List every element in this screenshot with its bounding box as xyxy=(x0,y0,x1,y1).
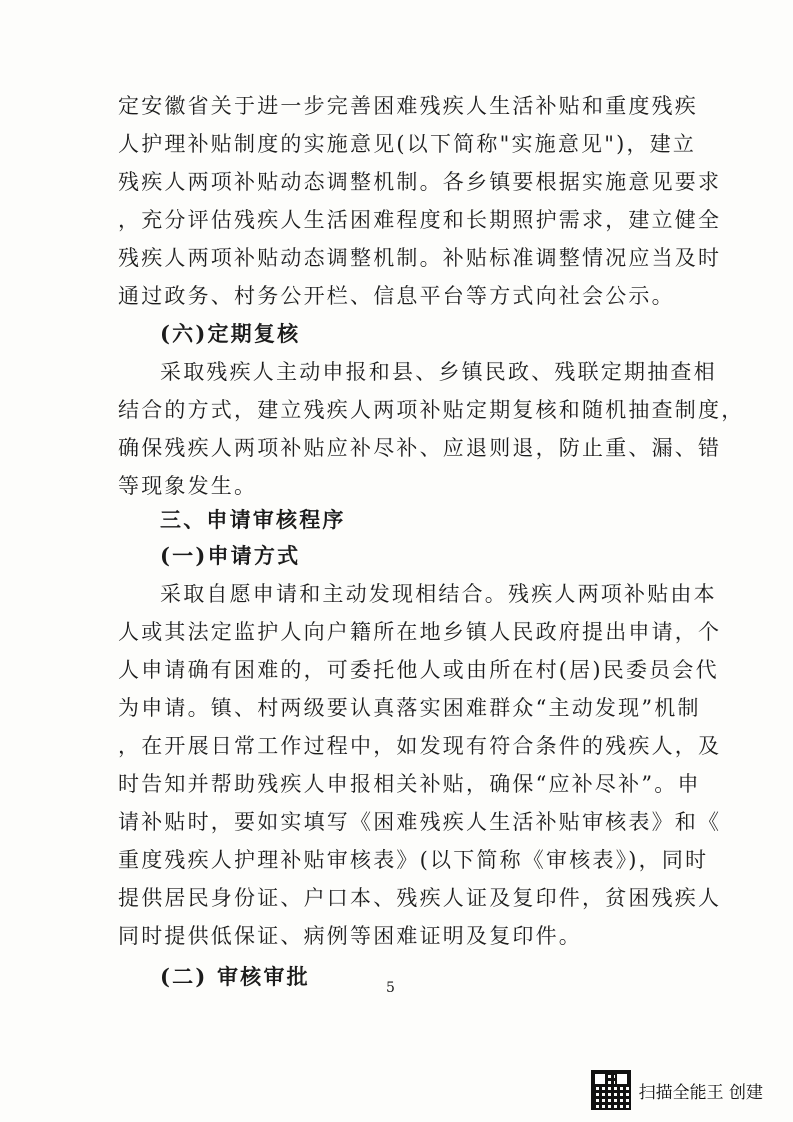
body-line: 采取残疾人主动申报和县、乡镇民政、残联定期抽查相 xyxy=(160,360,717,384)
body-line: 通过政务、村务公开栏、信息平台等方式向社会公示。 xyxy=(118,284,675,308)
body-line: 时告知并帮助残疾人申报相关补贴，确保“应补尽补”。申 xyxy=(118,772,701,796)
watermark-text: 扫描全能王 创建 xyxy=(638,1082,763,1103)
body-line: 人护理补贴制度的实施意见(以下简称"实施意见")，建立 xyxy=(118,132,697,156)
body-line: 残疾人两项补贴动态调整机制。各乡镇要根据实施意见要求 xyxy=(118,170,722,194)
section-heading: (二) 审核审批 xyxy=(160,964,310,989)
body-line: 重度残疾人护理补贴审核表》(以下简称《审核表》)，同时 xyxy=(118,848,709,872)
section-heading: (一)申请方式 xyxy=(160,543,301,568)
body-line: 人或其法定监护人向户籍所在地乡镇人民政府提出申请，个 xyxy=(118,620,722,644)
scanner-watermark xyxy=(591,1070,763,1110)
page-number: 5 xyxy=(386,980,395,996)
body-line: 定安徽省关于进一步完善困难残疾人生活补贴和重度残疾 xyxy=(118,94,698,118)
qr-code-icon xyxy=(591,1070,631,1110)
body-line: 人申请确有困难的，可委托他人或由所在村(居)民委员会代 xyxy=(118,658,719,682)
body-line: 等现象发生。 xyxy=(118,474,258,498)
body-line: 请补贴时，要如实填写《困难残疾人生活补贴审核表》和《 xyxy=(118,810,722,834)
section-heading: (六)定期复核 xyxy=(160,321,301,346)
chapter-heading: 三、申请审核程序 xyxy=(160,507,346,532)
body-line: 为申请。镇、村两级要认真落实困难群众“主动发现”机制 xyxy=(118,696,701,720)
body-line: ，充分评估残疾人生活困难程度和长期照护需求，建立健全 xyxy=(118,208,722,232)
body-line: ，在开展日常工作过程中，如发现有符合条件的残疾人，及 xyxy=(118,734,722,758)
body-line: 残疾人两项补贴动态调整机制。补贴标准调整情况应当及时 xyxy=(118,246,722,270)
body-line: 确保残疾人两项补贴应补尽补、应退则退，防止重、漏、错 xyxy=(118,436,722,460)
body-line: 结合的方式，建立残疾人两项补贴定期复核和随机抽查制度， xyxy=(118,398,745,422)
body-line: 同时提供低保证、病例等困难证明及复印件。 xyxy=(118,924,582,948)
body-line: 提供居民身份证、户口本、残疾人证及复印件，贫困残疾人 xyxy=(118,886,722,910)
body-line: 采取自愿申请和主动发现相结合。残疾人两项补贴由本 xyxy=(160,582,717,606)
